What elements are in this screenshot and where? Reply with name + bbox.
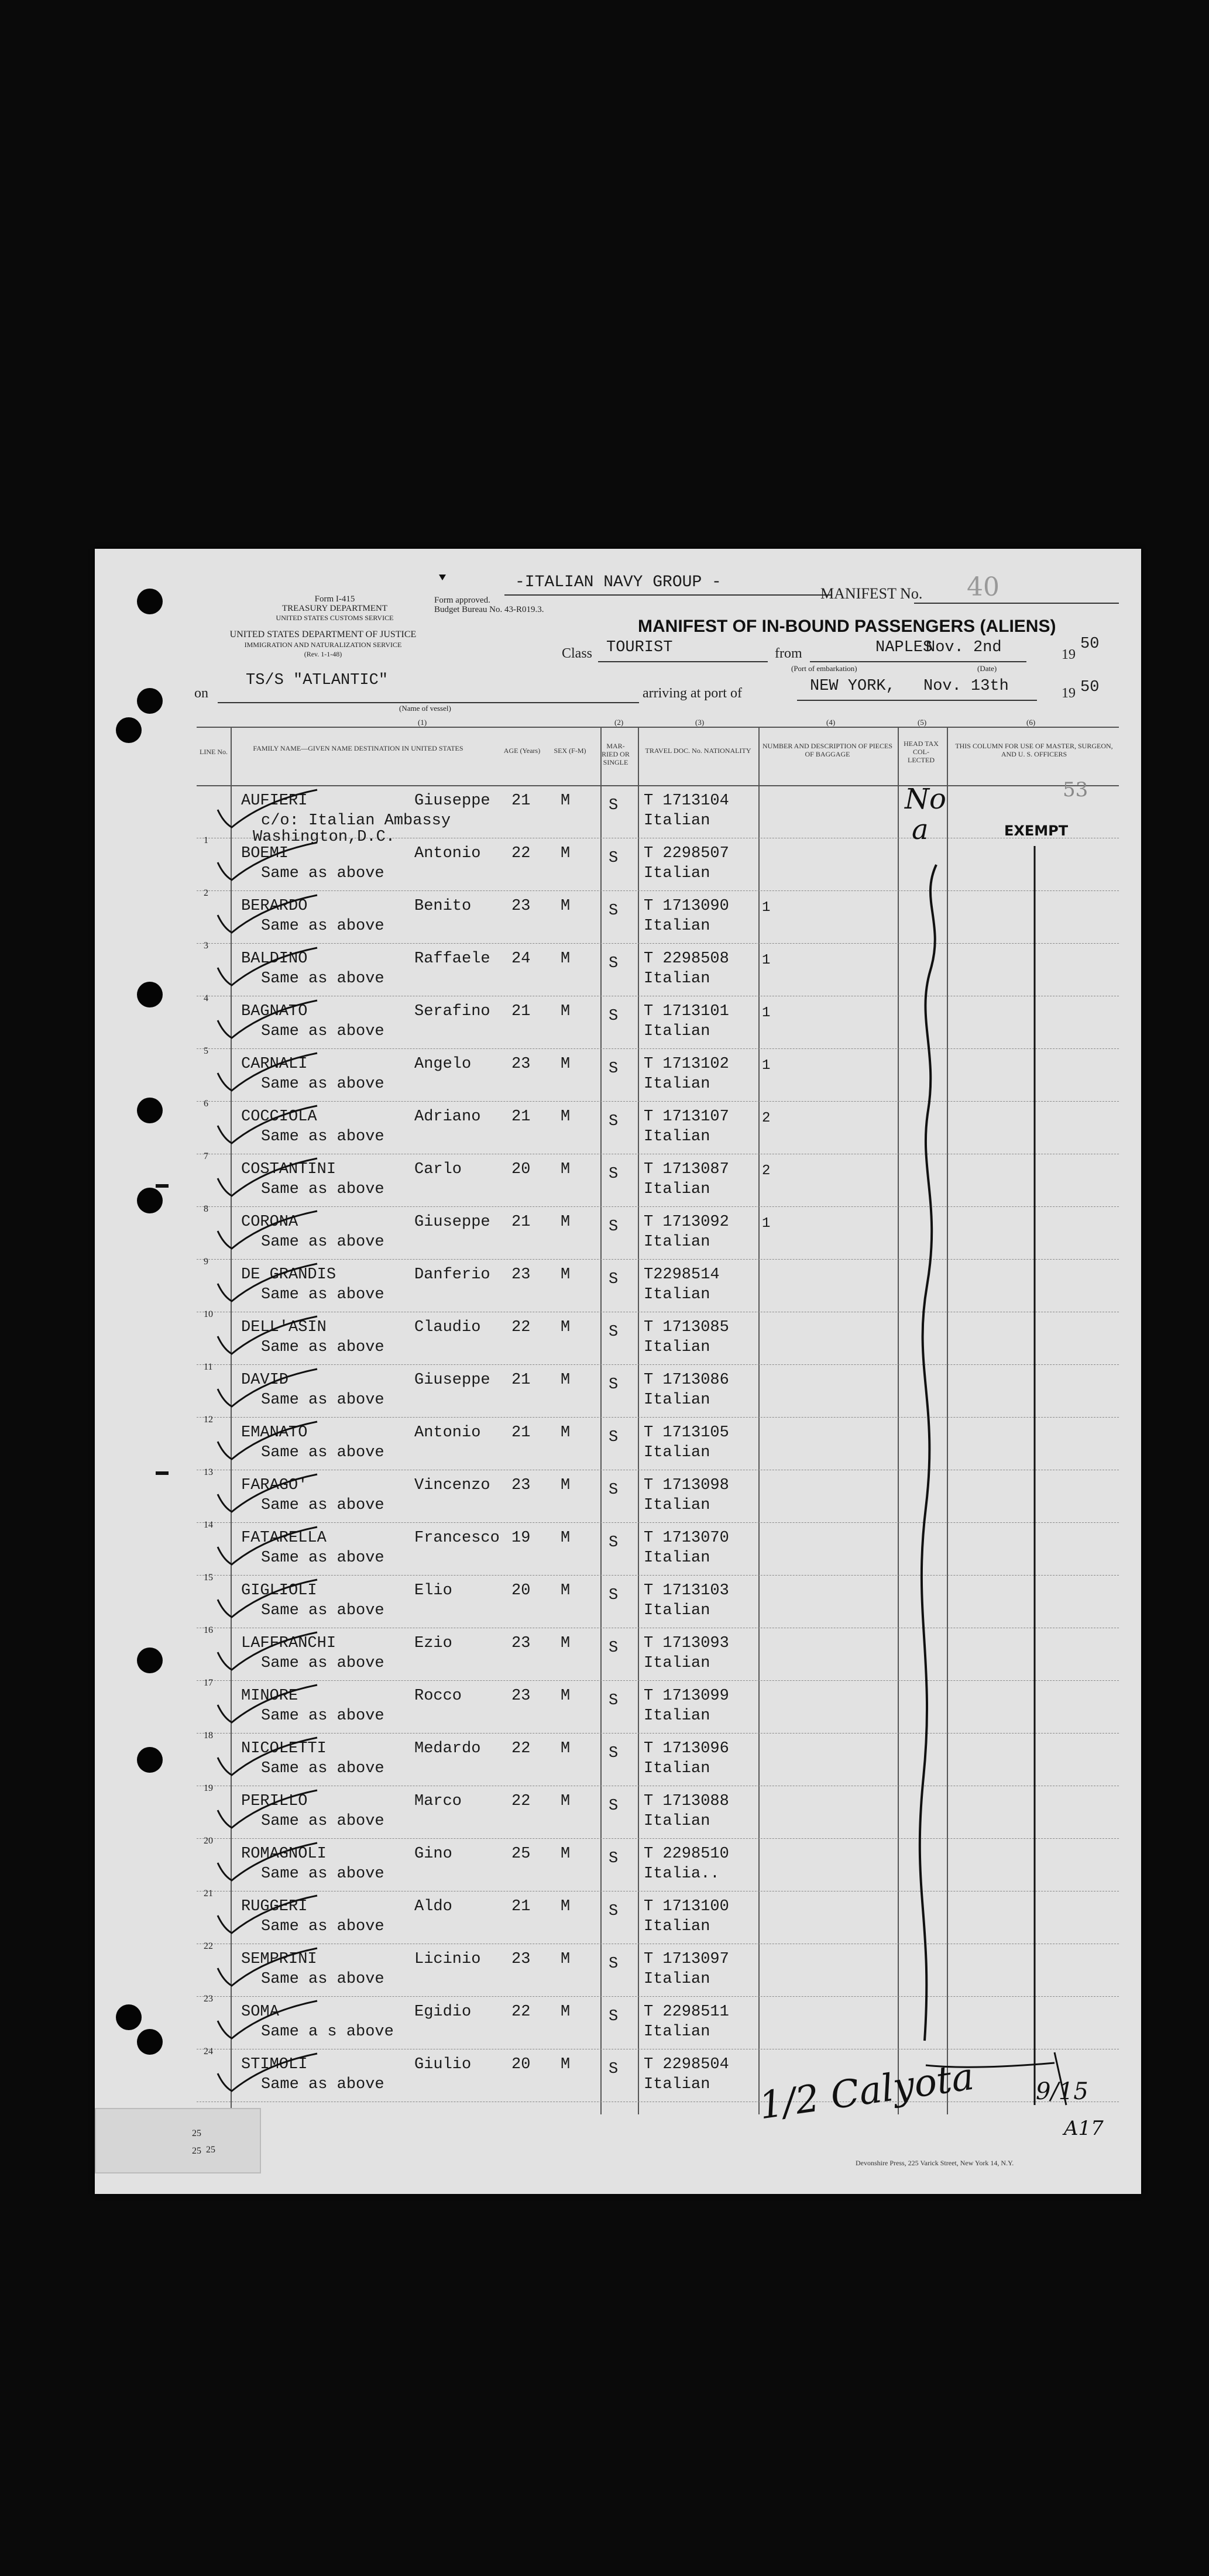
passenger-travel-doc: T 1713088 <box>644 1793 729 1810</box>
manifest-sheet <box>95 549 1141 2194</box>
passenger-travel-doc: T 1713085 <box>644 1319 729 1336</box>
passenger-given-name: Raffaele <box>414 950 490 968</box>
passenger-family-name: FATARELLA <box>241 1529 327 1547</box>
printer-imprint: Devonshire Press, 225 Varick Street, New York 14, N.Y. <box>856 2159 1014 2167</box>
passenger-age: 23 <box>511 1266 531 1284</box>
passenger-travel-doc: T 1713100 <box>644 1898 729 1915</box>
passenger-given-name: Giuseppe <box>414 792 490 810</box>
passenger-given-name: Ezio <box>414 1635 452 1652</box>
passenger-given-name: Marco <box>414 1793 462 1810</box>
passenger-travel-doc: T 1713092 <box>644 1213 729 1231</box>
line-number: 22 <box>204 1941 213 1951</box>
passenger-destination: Same as above <box>261 1549 384 1567</box>
passenger-given-name: Danferio <box>414 1266 490 1284</box>
header-marital: MAR-RIED OR SINGLE <box>602 742 630 766</box>
passenger-given-name: Carlo <box>414 1161 462 1178</box>
bottom-flourish <box>926 2052 1066 2105</box>
passenger-nationality: Italian <box>644 812 710 830</box>
on-label: on <box>194 686 208 701</box>
passenger-age: 20 <box>511 1161 531 1178</box>
passenger-family-name: COCCIOLA <box>241 1108 317 1126</box>
passenger-destination: Same as above <box>261 1760 384 1777</box>
passenger-sex: M <box>561 2003 571 2021</box>
passenger-sex: M <box>561 1635 571 1652</box>
passenger-sex: M <box>561 1529 571 1547</box>
class-label: Class <box>562 646 593 661</box>
passenger-given-name: Antonio <box>414 1424 481 1442</box>
passenger-family-name: RUGGERI <box>241 1898 308 1915</box>
passenger-destination: Same as above <box>261 1970 384 1988</box>
passenger-nationality: Italian <box>644 865 710 882</box>
passenger-travel-doc: T 1713104 <box>644 792 729 810</box>
passenger-age: 23 <box>511 1951 531 1968</box>
passenger-age: 19 <box>511 1529 531 1547</box>
passenger-age: 22 <box>511 1793 531 1810</box>
passenger-nationality: Italian <box>644 1128 710 1146</box>
depart-year-prefix: 19 <box>1062 647 1076 662</box>
passenger-given-name: Gino <box>414 1845 452 1863</box>
passenger-travel-doc: T 1713086 <box>644 1371 729 1389</box>
passenger-travel-doc: T 1713087 <box>644 1161 729 1178</box>
passenger-age: 25 <box>511 1845 531 1863</box>
passenger-marital: S <box>609 1376 619 1394</box>
passenger-age: 23 <box>511 1687 531 1705</box>
date-caption: (Date) <box>977 664 997 673</box>
margin-stamp-number: 25 <box>192 2146 201 2156</box>
passenger-destination: Same as above <box>261 1391 384 1409</box>
passenger-nationality: Italia.. <box>644 1865 720 1883</box>
passenger-marital: S <box>609 1060 619 1078</box>
ink-marks <box>95 549 1141 2194</box>
passenger-marital: S <box>609 955 619 972</box>
passenger-sex: M <box>561 1213 571 1231</box>
arriving-label: arriving at port of <box>643 686 742 701</box>
passenger-destination: c/o: Italian Ambassy <box>261 812 451 830</box>
passenger-given-name: Egidio <box>414 2003 472 2021</box>
passenger-family-name: COSTANTINI <box>241 1161 336 1178</box>
passenger-baggage: 1 <box>762 1216 771 1232</box>
manifest-title: MANIFEST OF IN-BOUND PASSENGERS (ALIENS) <box>638 617 1056 636</box>
line-number: 14 <box>204 1520 213 1530</box>
column-number: (3) <box>695 718 705 727</box>
bottom-code: 9/15 <box>1036 2078 1088 2105</box>
header-officers: THIS COLUMN FOR USE OF MASTER, SURGEON, AND U. S. OFFICERS <box>955 742 1113 758</box>
passenger-given-name: Adriano <box>414 1108 481 1126</box>
passenger-given-name: Angelo <box>414 1055 472 1073</box>
passenger-family-name: CARNALI <box>241 1055 308 1073</box>
passenger-marital: S <box>609 1429 619 1446</box>
passenger-given-name: Elio <box>414 1582 452 1600</box>
passenger-age: 20 <box>511 2056 531 2073</box>
passenger-given-name: Giuseppe <box>414 1213 490 1231</box>
passenger-marital: S <box>609 2061 619 2078</box>
passenger-destination: Same as above <box>261 1707 384 1725</box>
passenger-travel-doc: T 2298510 <box>644 1845 729 1863</box>
passenger-travel-doc: T 1713099 <box>644 1687 729 1705</box>
passenger-destination: Same as above <box>261 1023 384 1040</box>
line-number: 15 <box>204 1573 213 1583</box>
dept-line-1: TREASURY DEPARTMENT <box>281 604 388 613</box>
margin-stamp-number: 25 <box>192 2128 201 2138</box>
passenger-nationality: Italian <box>644 1339 710 1356</box>
passenger-marital: S <box>609 1481 619 1499</box>
dept-line-2: UNITED STATES CUSTOMS SERVICE <box>276 614 394 622</box>
passenger-age: 21 <box>511 1003 531 1020</box>
from-value: NAPLES <box>875 639 933 656</box>
header-head-tax: HEAD TAX COL-LECTED <box>904 740 939 764</box>
passenger-destination: Same as above <box>261 1444 384 1461</box>
line-number: 20 <box>204 1836 213 1846</box>
passenger-destination: Same as above <box>261 1813 384 1830</box>
head-tax-handwriting: No <box>905 783 946 816</box>
passenger-age: 21 <box>511 792 531 810</box>
passenger-family-name: LAFFRANCHI <box>241 1635 336 1652</box>
passenger-sex: M <box>561 1108 571 1126</box>
column-number: (4) <box>826 718 836 727</box>
passenger-age: 22 <box>511 1319 531 1336</box>
approval-line-2: Budget Bureau No. 43-R019.3. <box>434 605 544 614</box>
header-name: FAMILY NAME—GIVEN NAME DESTINATION IN UNITED STATES <box>253 744 463 752</box>
from-label: from <box>775 646 802 661</box>
passenger-marital: S <box>609 1850 619 1867</box>
passenger-nationality: Italian <box>644 1549 710 1567</box>
passenger-destination: Same as above <box>261 865 384 882</box>
passenger-marital: S <box>609 902 619 920</box>
passenger-sex: M <box>561 1266 571 1284</box>
passenger-age: 21 <box>511 1424 531 1442</box>
arrival-year-prefix: 19 <box>1062 686 1076 701</box>
justice-line-1: UNITED STATES DEPARTMENT OF JUSTICE <box>229 630 417 639</box>
passenger-given-name: Antonio <box>414 845 481 862</box>
line-number: 10 <box>204 1309 213 1319</box>
passenger-family-name: BAGNATO <box>241 1003 308 1020</box>
header-age: AGE (Years) <box>503 747 541 755</box>
passenger-family-name: BOEMI <box>241 845 289 862</box>
passenger-marital: S <box>609 2008 619 2025</box>
passenger-nationality: Italian <box>644 1707 710 1725</box>
passenger-family-name: GIGLIOLI <box>241 1582 317 1600</box>
passenger-marital: S <box>609 1587 619 1604</box>
passenger-travel-doc: T 1713097 <box>644 1951 729 1968</box>
passenger-age: 23 <box>511 1055 531 1073</box>
passenger-family-name: EMANATO <box>241 1424 308 1442</box>
line-number: 17 <box>204 1678 213 1688</box>
passenger-age: 22 <box>511 1740 531 1758</box>
justice-line-2: IMMIGRATION AND NATURALIZATION SERVICE <box>244 641 402 649</box>
passenger-age: 23 <box>511 1477 531 1494</box>
line-number: 19 <box>204 1783 213 1793</box>
embark-caption: (Port of embarkation) <box>791 664 857 673</box>
passenger-nationality: Italian <box>644 1233 710 1251</box>
passenger-given-name: Giulio <box>414 2056 472 2073</box>
head-tax-handwriting: a <box>912 813 929 846</box>
arrival-date: Nov. 13th <box>923 677 1009 695</box>
passenger-sex: M <box>561 1319 571 1336</box>
passenger-nationality: Italian <box>644 1760 710 1777</box>
passenger-nationality: Italian <box>644 1023 710 1040</box>
passenger-destination: Same as above <box>261 1181 384 1198</box>
passenger-sex: M <box>561 1003 571 1020</box>
arrival-port: NEW YORK, <box>810 677 895 695</box>
passenger-given-name: Benito <box>414 897 472 915</box>
passenger-destination: Same as above <box>261 1233 384 1251</box>
passenger-sex: M <box>561 1424 571 1442</box>
passenger-nationality: Italian <box>644 2023 710 2041</box>
passenger-nationality: Italian <box>644 1918 710 1935</box>
passenger-marital: S <box>609 1797 619 1815</box>
line-number: 11 <box>204 1362 213 1372</box>
passenger-given-name: Vincenzo <box>414 1477 490 1494</box>
passenger-age: 20 <box>511 1582 531 1600</box>
depart-year: 50 <box>1080 635 1100 653</box>
passenger-marital: S <box>609 1955 619 1973</box>
line-number: 21 <box>204 1889 213 1899</box>
header-travel-doc: TRAVEL DOC. No. NATIONALITY <box>645 747 751 755</box>
passenger-travel-doc: T 2298507 <box>644 845 729 862</box>
column-number: (2) <box>614 718 624 727</box>
header-line-no: LINE No. <box>200 748 228 756</box>
passenger-destination: Same as above <box>261 970 384 988</box>
line-number: 12 <box>204 1415 213 1425</box>
passenger-travel-doc: T 1713090 <box>644 897 729 915</box>
line-number: 24 <box>204 2047 213 2056</box>
depart-date: Nov. 2nd <box>926 639 1002 656</box>
passenger-baggage: 1 <box>762 952 771 968</box>
passenger-marital: S <box>609 1218 619 1236</box>
header-sex: SEX (F-M) <box>554 747 586 755</box>
passenger-destination: Same as above <box>261 1602 384 1619</box>
passenger-travel-doc: T 2298504 <box>644 2056 729 2073</box>
passenger-family-name: DAVID <box>241 1371 289 1389</box>
line-number: 18 <box>204 1731 213 1741</box>
head-tax-wavy-line <box>920 865 936 2041</box>
passenger-age: 23 <box>511 1635 531 1652</box>
passenger-destination: Same as above <box>261 917 384 935</box>
passenger-marital: S <box>609 1692 619 1710</box>
passenger-age: 22 <box>511 2003 531 2021</box>
passenger-marital: S <box>609 1534 619 1552</box>
passenger-sex: M <box>561 1845 571 1863</box>
passenger-age: 22 <box>511 845 531 862</box>
passenger-destination: Same as above <box>261 2076 384 2093</box>
column-number: (1) <box>418 718 427 727</box>
passenger-sex: M <box>561 1951 571 1968</box>
passenger-travel-doc: T2298514 <box>644 1266 720 1284</box>
form-number: Form I-415 <box>314 594 355 604</box>
passenger-destination: Same as above <box>261 1128 384 1146</box>
passenger-sex: M <box>561 792 571 810</box>
header-baggage: NUMBER AND DESCRIPTION OF PIECES OF BAGGAGE <box>762 742 893 758</box>
manifest-no-value: 40 <box>967 572 1000 602</box>
passenger-family-name: DELL'ASIN <box>241 1319 327 1336</box>
passenger-age: 21 <box>511 1371 531 1389</box>
passenger-given-name: Licinio <box>414 1951 481 1968</box>
passenger-marital: S <box>609 1113 619 1130</box>
passenger-marital: S <box>609 1165 619 1183</box>
passenger-marital: S <box>609 1745 619 1762</box>
passenger-age: 21 <box>511 1898 531 1915</box>
manifest-no-label: MANIFEST No. <box>820 585 923 602</box>
passenger-destination: Same as above <box>261 1497 384 1514</box>
exempt-stamp: EXEMPT <box>1004 823 1069 839</box>
passenger-nationality: Italian <box>644 1813 710 1830</box>
passenger-travel-doc: T 1713105 <box>644 1424 729 1442</box>
passenger-travel-doc: T 1713096 <box>644 1740 729 1758</box>
line-number: 8 <box>204 1204 208 1214</box>
passenger-sex: M <box>561 950 571 968</box>
passenger-nationality: Italian <box>644 1602 710 1619</box>
passenger-travel-doc: T 1713101 <box>644 1003 729 1020</box>
passenger-marital: S <box>609 1007 619 1025</box>
passenger-travel-doc: T 1713093 <box>644 1635 729 1652</box>
passenger-sex: M <box>561 2056 571 2073</box>
passenger-destination: Same as above <box>261 1865 384 1883</box>
passenger-nationality: Italian <box>644 917 710 935</box>
passenger-given-name: Francesco <box>414 1529 500 1547</box>
passenger-family-name: CORONA <box>241 1213 298 1231</box>
line-number: 7 <box>204 1151 208 1161</box>
passenger-sex: M <box>561 1477 571 1494</box>
passenger-family-name: BALDINO <box>241 950 308 968</box>
passenger-given-name: Medardo <box>414 1740 481 1758</box>
column-number: (5) <box>918 718 927 727</box>
passenger-given-name: Claudio <box>414 1319 481 1336</box>
passenger-sex: M <box>561 1898 571 1915</box>
passenger-nationality: Italian <box>644 1181 710 1198</box>
passenger-destination: Same as above <box>261 1655 384 1672</box>
line-number: 13 <box>204 1467 213 1477</box>
passenger-destination: Same as above <box>261 1918 384 1935</box>
passenger-nationality: Italian <box>644 1075 710 1093</box>
passenger-age: 24 <box>511 950 531 968</box>
passenger-travel-doc: T 1713098 <box>644 1477 729 1494</box>
passenger-travel-doc: T 2298511 <box>644 2003 729 2021</box>
line-number: 1 <box>204 835 208 845</box>
line-number: 5 <box>204 1046 208 1056</box>
passenger-family-name: FARAGO' <box>241 1477 308 1494</box>
arrival-year: 50 <box>1080 679 1100 696</box>
passenger-nationality: Italian <box>644 970 710 988</box>
passenger-nationality: Italian <box>644 1286 710 1304</box>
line-number: 16 <box>204 1625 213 1635</box>
passenger-sex: M <box>561 1687 571 1705</box>
passenger-marital: S <box>609 797 619 814</box>
passenger-marital: S <box>609 1903 619 1920</box>
passenger-family-name: ROMAGNOLI <box>241 1845 327 1863</box>
passenger-marital: S <box>609 1271 619 1288</box>
passenger-family-name: NICOLETTI <box>241 1740 327 1758</box>
vessel-name: TS/S "ATLANTIC" <box>246 672 389 689</box>
line-number: 6 <box>204 1099 208 1109</box>
passenger-sex: M <box>561 1740 571 1758</box>
passenger-travel-doc: T 1713070 <box>644 1529 729 1547</box>
passenger-nationality: Italian <box>644 1391 710 1409</box>
passenger-nationality: Italian <box>644 1497 710 1514</box>
passenger-destination: Same as above <box>261 1286 384 1304</box>
passenger-destination: Washington,D.C. <box>253 828 396 846</box>
passenger-family-name: MINORE <box>241 1687 298 1705</box>
passenger-marital: S <box>609 850 619 867</box>
passenger-travel-doc: T 2298508 <box>644 950 729 968</box>
line-number: 23 <box>204 1994 213 2004</box>
passenger-given-name: Serafino <box>414 1003 490 1020</box>
line-number: 9 <box>204 1257 208 1267</box>
page-tally: 53 <box>1063 778 1088 802</box>
passenger-baggage: 2 <box>762 1110 771 1126</box>
passenger-sex: M <box>561 1371 571 1389</box>
passenger-destination: Same a s above <box>261 2023 394 2041</box>
passenger-marital: S <box>609 1639 619 1657</box>
passenger-nationality: Italian <box>644 1655 710 1672</box>
passenger-given-name: Rocco <box>414 1687 462 1705</box>
passenger-destination: Same as above <box>261 1075 384 1093</box>
passenger-baggage: 1 <box>762 1005 771 1021</box>
passenger-destination: Same as above <box>261 1339 384 1356</box>
line-number: 3 <box>204 941 208 951</box>
passenger-sex: M <box>561 1793 571 1810</box>
passenger-family-name: BERARDO <box>241 897 308 915</box>
passenger-nationality: Italian <box>644 2076 710 2093</box>
passenger-baggage: 1 <box>762 900 771 916</box>
passenger-sex: M <box>561 1582 571 1600</box>
group-stamp: -ITALIAN NAVY GROUP - <box>515 573 722 591</box>
passenger-travel-doc: T 1713103 <box>644 1582 729 1600</box>
bottom-code: A17 <box>1064 2117 1104 2140</box>
passenger-marital: S <box>609 1323 619 1341</box>
passenger-travel-doc: T 1713102 <box>644 1055 729 1073</box>
line-number: 25 <box>206 2145 215 2155</box>
passenger-sex: M <box>561 845 571 862</box>
passenger-nationality: Italian <box>644 1970 710 1988</box>
passenger-given-name: Giuseppe <box>414 1371 490 1389</box>
column-number: (6) <box>1026 718 1036 727</box>
approval-line-1: Form approved. <box>434 596 490 605</box>
passenger-family-name: PERILLO <box>241 1793 308 1810</box>
passenger-age: 21 <box>511 1213 531 1231</box>
line-number: 2 <box>204 888 208 898</box>
passenger-sex: M <box>561 1161 571 1178</box>
class-value: TOURIST <box>606 639 673 656</box>
passenger-age: 23 <box>511 897 531 915</box>
passenger-baggage: 1 <box>762 1058 771 1074</box>
passenger-sex: M <box>561 897 571 915</box>
justice-line-3: (Rev. 1-1-48) <box>304 650 342 658</box>
passenger-nationality: Italian <box>644 1444 710 1461</box>
passenger-given-name: Aldo <box>414 1898 452 1915</box>
passenger-family-name: STIMOLI <box>241 2056 308 2073</box>
vessel-caption: (Name of vessel) <box>399 704 451 713</box>
passenger-sex: M <box>561 1055 571 1073</box>
passenger-travel-doc: T 1713107 <box>644 1108 729 1126</box>
passenger-family-name: SEMPRINI <box>241 1951 317 1968</box>
passenger-family-name: SOMA <box>241 2003 279 2021</box>
passenger-age: 21 <box>511 1108 531 1126</box>
line-number: 4 <box>204 993 208 1003</box>
bottom-signature: 1/2 Calyota <box>756 2055 977 2128</box>
passenger-family-name: AUFIERI <box>241 792 308 810</box>
passenger-family-name: DE GRANDIS <box>241 1266 336 1284</box>
passenger-baggage: 2 <box>762 1163 771 1179</box>
